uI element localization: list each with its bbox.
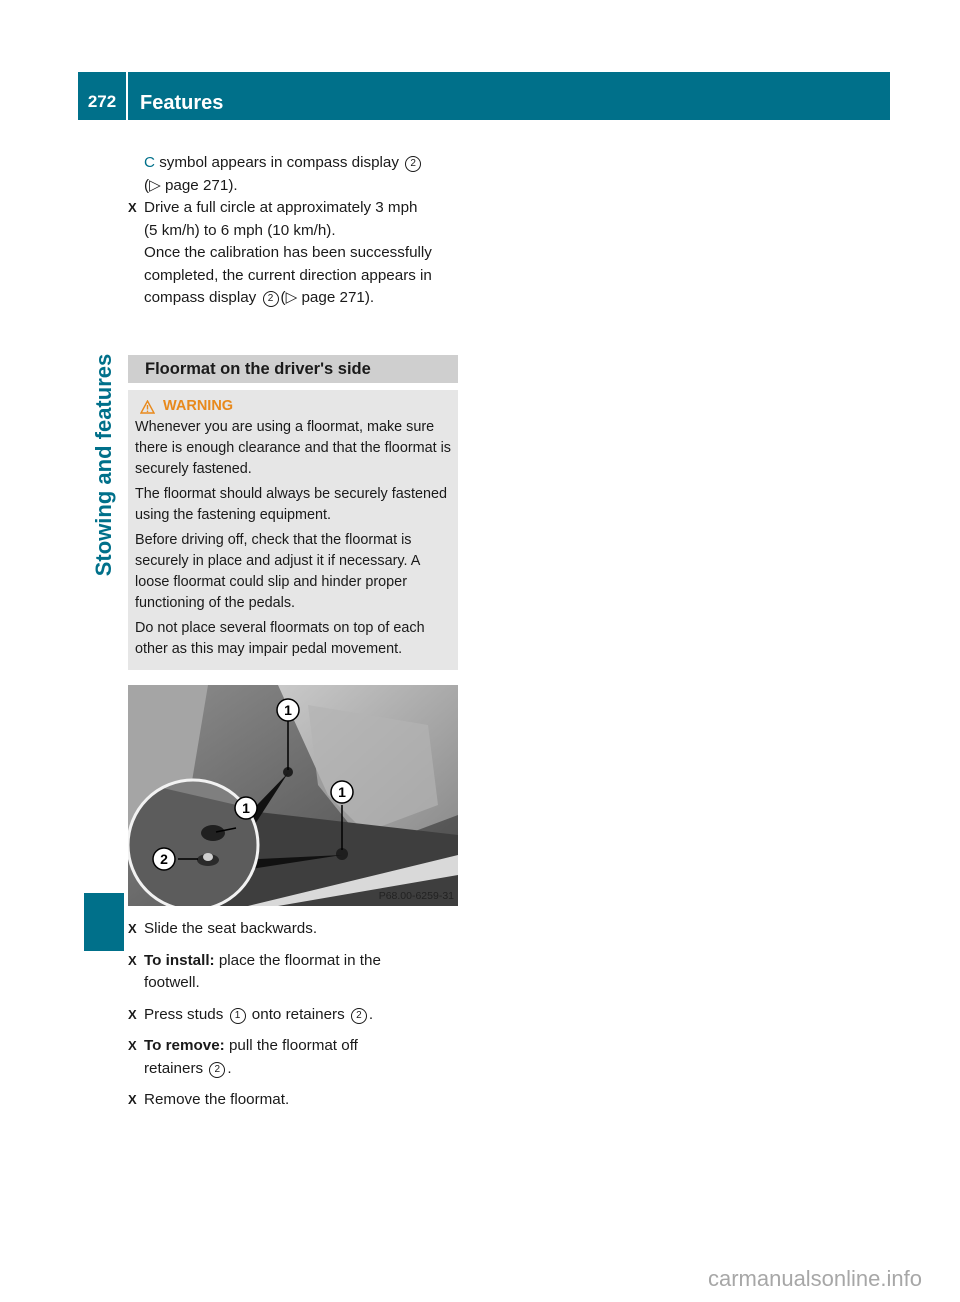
step-install xyxy=(128,950,460,995)
warning-label: WARNING xyxy=(163,398,234,414)
figure-code: P68.00-6259-31 xyxy=(378,890,454,902)
side-tab xyxy=(84,340,124,590)
intro-text: symbol appears in compass display xyxy=(159,154,399,171)
step-text: Slide the seat backwards. xyxy=(144,920,318,937)
marker-2: 2 xyxy=(209,1062,225,1078)
section-heading: Floormat on the driver's side xyxy=(128,355,458,383)
step-text: compass display xyxy=(144,289,257,306)
step-line: completed, the current direction appears in xyxy=(144,266,432,284)
section-title: Features xyxy=(140,92,224,114)
floormat-photo xyxy=(128,685,458,906)
svg-text:1: 1 xyxy=(242,800,250,816)
step-text: onto retainers xyxy=(247,1005,345,1023)
step-line xyxy=(144,1004,460,1027)
paren: ( xyxy=(280,289,286,306)
intro-line-2 xyxy=(128,175,460,198)
callout-1-right xyxy=(331,781,353,803)
step-remove-floormat xyxy=(128,1089,460,1112)
step-line xyxy=(144,1058,460,1081)
page-ref: page 271). xyxy=(160,176,238,194)
step-press-studs xyxy=(128,1004,460,1027)
paren: ( xyxy=(144,176,150,194)
step-text: Press studs xyxy=(144,1005,224,1023)
step-text: retainers xyxy=(144,1059,204,1077)
step-x-icon: X xyxy=(128,921,137,936)
step-x-icon: X xyxy=(128,200,137,215)
step-remove xyxy=(128,1035,460,1080)
step-bold: To install: xyxy=(144,951,215,969)
page-ref: page 271). xyxy=(297,289,375,306)
warning-box xyxy=(128,390,458,670)
svg-text:1: 1 xyxy=(284,702,292,718)
callout-1-detail xyxy=(235,797,257,819)
step-drive-circle xyxy=(128,197,460,310)
watermark: carmanualsonline.info xyxy=(707,1266,922,1291)
svg-text:2: 2 xyxy=(160,851,168,867)
step-x-icon: X xyxy=(128,1038,137,1053)
step-text: pull the floormat off xyxy=(224,1037,358,1054)
callout-2-detail xyxy=(153,848,175,870)
arrow-icon: ▷ xyxy=(149,176,161,194)
step-x-icon: X xyxy=(128,952,137,968)
step-text: . xyxy=(368,1005,374,1023)
warning-p3: Before driving off, check that the floormat is securely in place and adjust it if necessary. A loose floormat could slip and hinder proper functioning of the pedals. xyxy=(135,532,420,611)
step-text: place the floormat in the xyxy=(214,951,381,969)
warning-title xyxy=(140,396,453,417)
step-bold: To remove: xyxy=(144,1037,225,1054)
step-line xyxy=(144,950,460,973)
marker-1: 1 xyxy=(230,1008,246,1024)
warning-p1: Whenever you are using a floormat, make sure there is enough clearance and that the floormat is securely fastened. xyxy=(135,419,451,477)
svg-text:1: 1 xyxy=(338,784,346,800)
arrow-icon: ▷ xyxy=(285,289,298,306)
page-number: 272 xyxy=(78,72,128,120)
side-tab-label: Stowing and features xyxy=(91,353,116,577)
side-block xyxy=(84,893,124,951)
step-text: Remove the floormat. xyxy=(144,1091,290,1108)
callout-1-top xyxy=(277,699,299,721)
step-line: Drive a full circle at approximately 3 mph xyxy=(144,199,418,216)
intro-line-1 xyxy=(128,152,460,175)
c-symbol: C xyxy=(144,154,155,171)
marker-2: 2 xyxy=(263,291,279,307)
step-x-icon: X xyxy=(128,1006,137,1022)
warning-p2: The floormat should always be securely fastened using the fastening equipment. xyxy=(135,486,447,523)
step-text: . xyxy=(227,1059,232,1077)
step-line: footwell. xyxy=(144,974,200,991)
step-x-icon: X xyxy=(128,1092,137,1107)
step-line xyxy=(144,1035,460,1058)
warning-p4: Do not place several floormats on top of each other as this may impair pedal movement. xyxy=(135,620,425,657)
steps-column xyxy=(128,918,460,1121)
marker-2: 2 xyxy=(405,156,421,172)
marker-2: 2 xyxy=(351,1008,367,1024)
step-line xyxy=(144,287,460,310)
step-slide-seat xyxy=(128,918,460,941)
step-line: Once the calibration has been successfully xyxy=(144,244,432,261)
warning-icon xyxy=(140,400,155,414)
intro-column xyxy=(128,152,460,310)
step-line: (5 km/h) to 6 mph (10 km/h). xyxy=(144,221,336,239)
header-bar xyxy=(78,72,890,120)
